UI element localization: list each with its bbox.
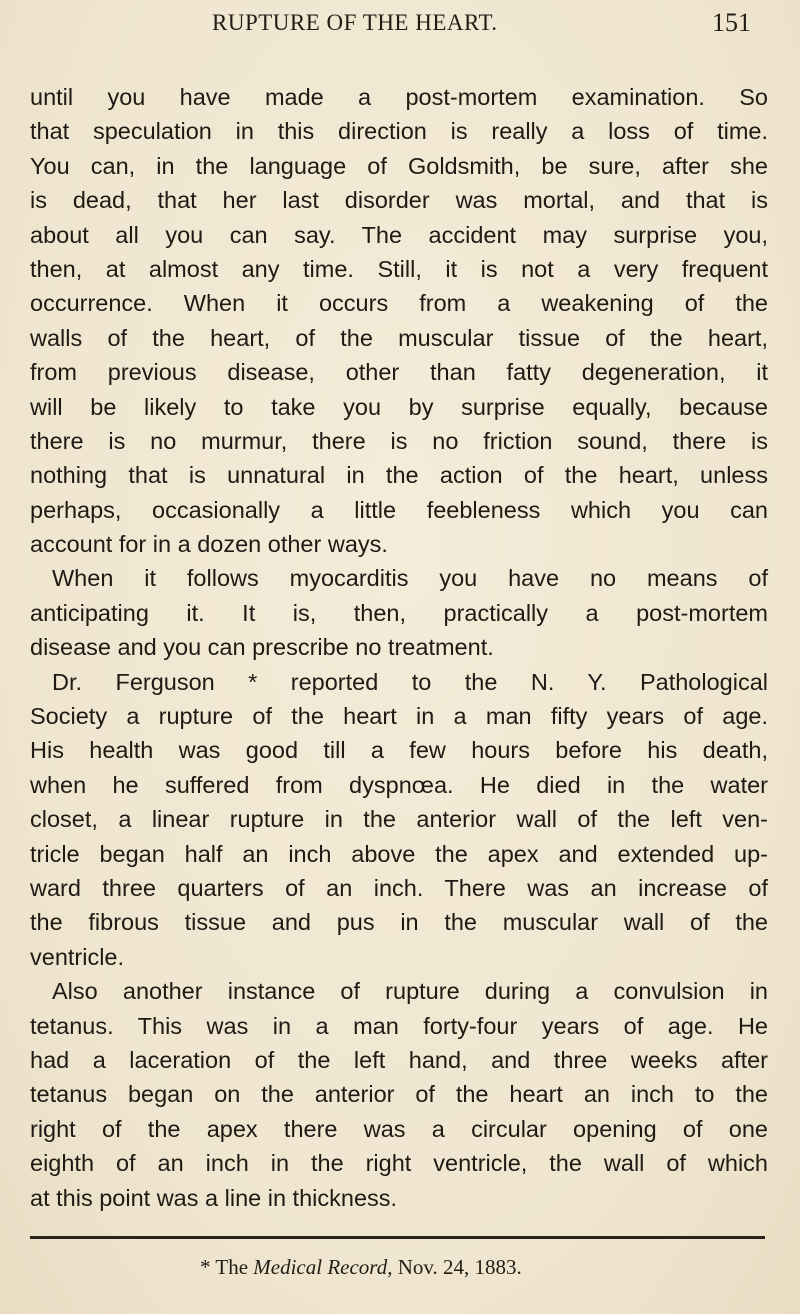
- text-line: that speculation in this direction is really a loss of time.: [30, 118, 768, 145]
- text-line: will be likely to take you by surprise equally, because: [30, 393, 768, 420]
- text-line: had a laceration of the left hand, and three weeks after: [30, 1046, 768, 1073]
- text-line: Society a rupture of the heart in a man fifty years of age.: [30, 703, 768, 730]
- text-line: tetanus began on the anterior of the heart an inch to the: [30, 1081, 768, 1108]
- text-line: anticipating it. It is, then, practically a post-mortem: [30, 599, 768, 626]
- text-line: You can, in the language of Goldsmith, be sure, after she: [30, 152, 768, 179]
- text-line: eighth of an inch in the right ventricle, the wall of which: [30, 1150, 768, 1177]
- text-line: there is no murmur, there is no friction sound, there is: [30, 427, 768, 454]
- text-line: right of the apex there was a circular opening of one: [30, 1115, 768, 1142]
- running-head: RUPTURE OF THE HEART.: [212, 10, 498, 35]
- text-line-paragraph-start: Dr. Ferguson * reported to the N. Y. Pathological: [52, 668, 768, 695]
- text-line-paragraph-end: at this point was a line in thickness.: [30, 1184, 398, 1211]
- footnote-journal: Medical Record,: [253, 1255, 393, 1279]
- text-line: tricle began half an inch above the apex and extended up-: [30, 840, 768, 867]
- text-line: walls of the heart, of the muscular tissue of the heart,: [30, 324, 768, 351]
- text-line-paragraph-end: disease and you can prescribe no treatment.: [30, 634, 494, 661]
- text-line: occurrence. When it occurs from a weakening of the: [30, 290, 768, 317]
- text-line: His health was good till a few hours before his death,: [30, 737, 768, 764]
- footnote-rule: [30, 1236, 765, 1239]
- text-line: then, at almost any time. Still, it is not a very frequent: [30, 255, 768, 282]
- page-number: 151: [712, 8, 751, 37]
- text-line: until you have made a post-mortem examination. So: [30, 84, 768, 110]
- text-line: closet, a linear rupture in the anterior wall of the left ven-: [30, 806, 768, 833]
- footnote: [200, 1255, 522, 1280]
- text-line-paragraph-start: When it follows myocarditis you have no means of: [52, 565, 768, 592]
- footnote-marker: * The: [200, 1255, 249, 1279]
- page-header: [0, 6, 800, 46]
- text-line: about all you can say. The accident may surprise you,: [30, 221, 768, 248]
- text-line: nothing that is unnatural in the action of the heart, unless: [30, 462, 768, 489]
- text-line: is dead, that her last disorder was mortal, and that is: [30, 187, 768, 214]
- text-line-paragraph-end: ventricle.: [30, 943, 125, 970]
- text-line: when he suffered from dyspnœa. He died in the water: [30, 771, 768, 798]
- text-line: ward three quarters of an inch. There was an increase of: [30, 874, 768, 901]
- text-line-paragraph-end: account for in a dozen other ways.: [30, 531, 388, 558]
- text-line-paragraph-start: Also another instance of rupture during a convulsion in: [52, 978, 768, 1005]
- text-line: tetanus. This was in a man forty-four years of age. He: [30, 1012, 768, 1039]
- footnote-date: Nov. 24, 1883.: [397, 1255, 522, 1279]
- body-text: [30, 80, 768, 1215]
- text-line: perhaps, occasionally a little feebleness which you can: [30, 496, 768, 523]
- text-line: from previous disease, other than fatty degeneration, it: [30, 359, 768, 386]
- text-line: the fibrous tissue and pus in the muscular wall of the: [30, 909, 768, 936]
